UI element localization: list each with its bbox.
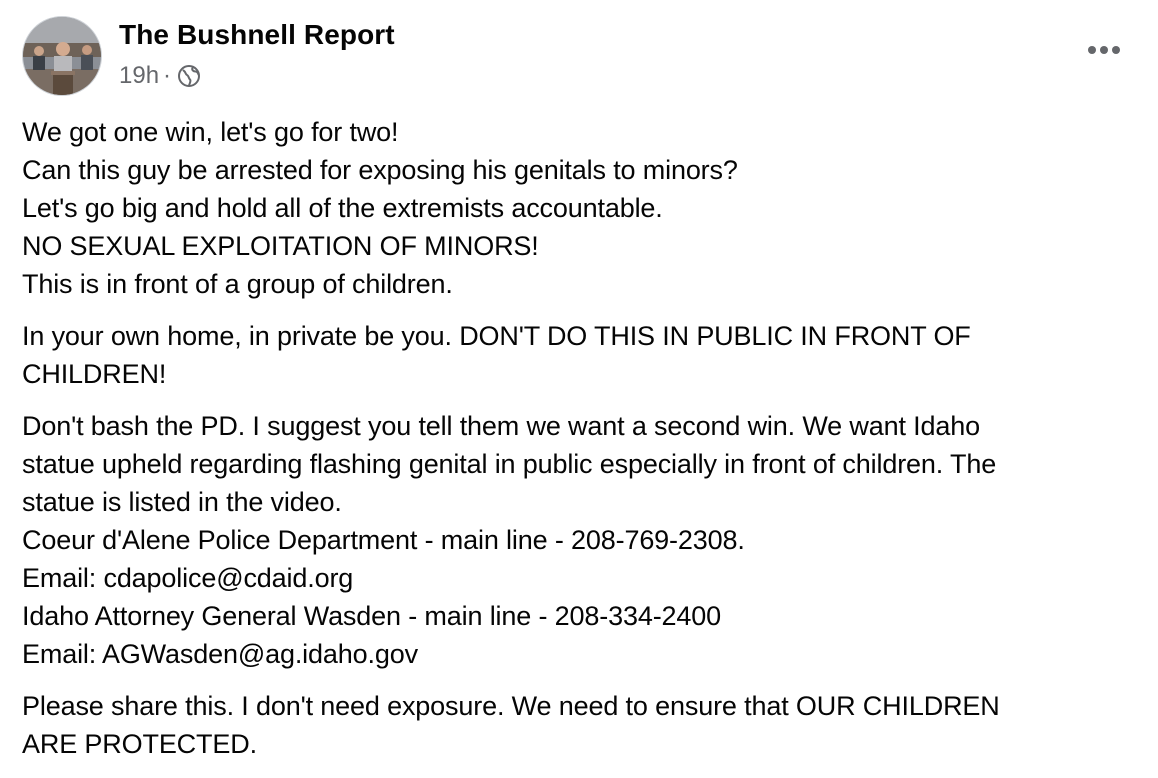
post-header: [22, 14, 1136, 98]
avatar-image: [23, 17, 102, 96]
post-meta: [119, 61, 201, 91]
globe-icon[interactable]: [177, 64, 201, 88]
more-horizontal-icon: [1087, 45, 1121, 55]
post-author-name[interactable]: The Bushnell Report: [119, 19, 395, 50]
meta-separator: ·: [163, 62, 172, 89]
post-paragraph: Please share this. I don't need exposure. We need to ensure that OUR CHILDREN ARE PROTECTED.: [22, 691, 1000, 759]
post-paragraph: Don't bash the PD. I suggest you tell them we want a second win. We want Idaho statue upheld regarding flashing genital in public especially in front of children. The statue is listed in the video. Coeur d'Alene Police Department - main line - 208-769-2308. Email: cdapolice@cdaid.org Idaho Attorney General Wasden - main line - 208-334-2400 Email: AGWasden@ag.idaho.gov: [22, 411, 997, 669]
more-options-button[interactable]: [1084, 38, 1124, 62]
post-paragraph: In your own home, in private be you. DON'T DO THIS IN PUBLIC IN FRONT OF CHILDREN!: [22, 321, 971, 389]
post-timestamp[interactable]: 19h: [119, 62, 160, 89]
post-paragraph: We got one win, let's go for two! Can this guy be arrested for exposing his genitals to minors? Let's go big and hold all of the extremists accountable. NO SEXUAL EXPLOITATION OF MINORS! This is in front of a group of children.: [22, 117, 738, 299]
post-body: [22, 113, 1144, 763]
page-avatar[interactable]: [22, 16, 102, 96]
